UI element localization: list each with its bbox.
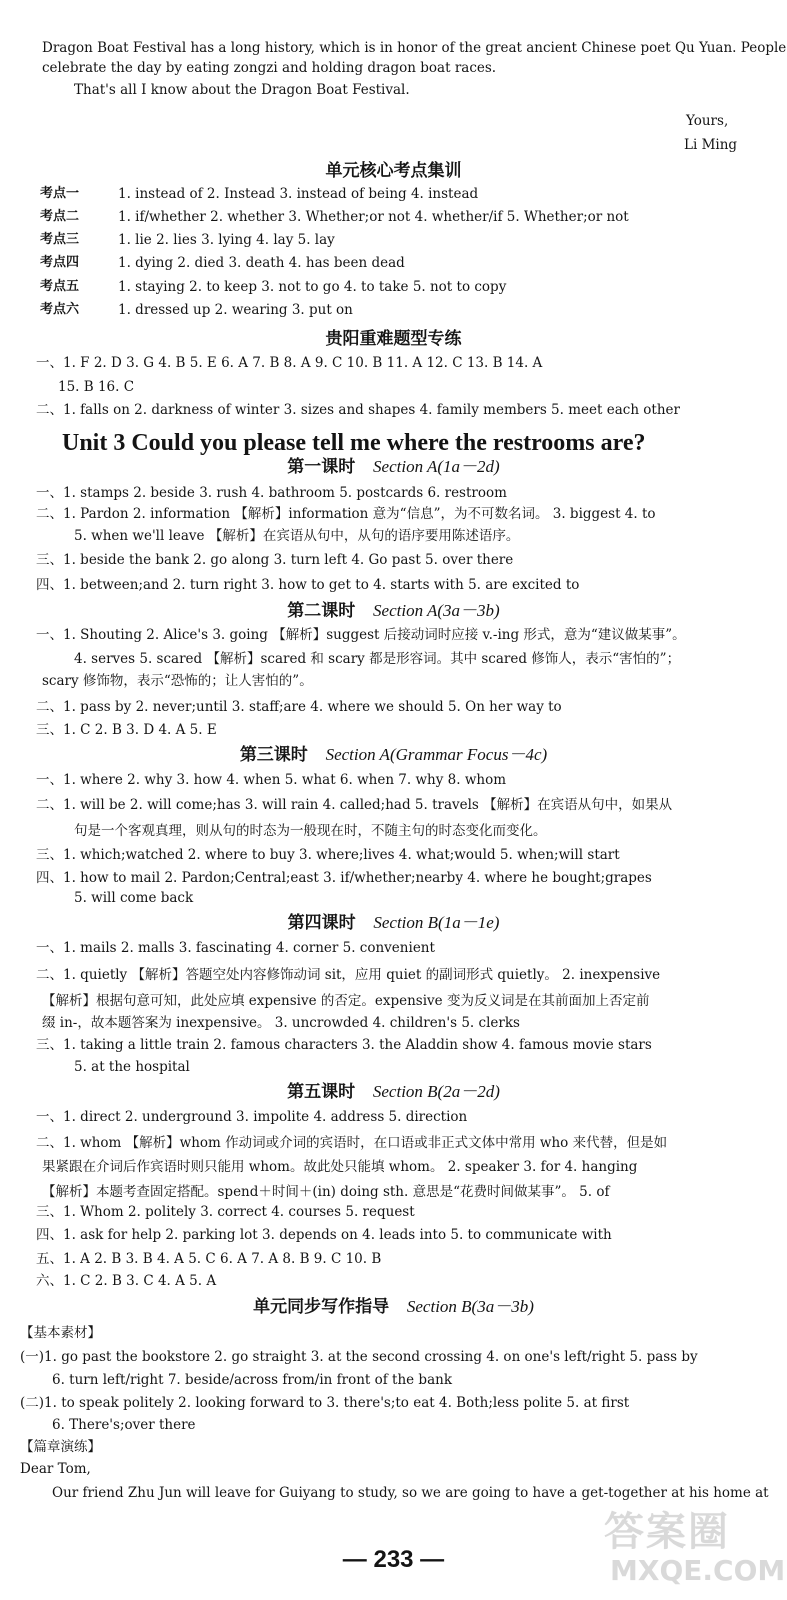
answer-line: 二、1. quietly 【解析】答题空处内容修饰动词 sit，应用 quiet 的副词形式 quietly。 2. inexpensive	[36, 967, 661, 983]
answer-line: 5. at the hospital	[74, 1059, 190, 1075]
lesson-section: Section B(2a－2d)	[372, 1082, 500, 1101]
answer-line: 六、1. C 2. B 3. C 4. A 5. A	[36, 1273, 217, 1289]
answer-line: 一、1. where 2. why 3. how 4. when 5. what 6. when 7. why 8. whom	[36, 772, 506, 788]
answer-line: 1. lie 2. lies 3. lying 4. lay 5. lay	[118, 232, 335, 248]
section-heading-core: 单元核心考点集训	[325, 161, 462, 181]
answer-line: 三、1. C 2. B 3. D 4. A 5. E	[36, 722, 217, 738]
lesson-title: 第二课时	[287, 601, 356, 621]
letter-closing: Yours,	[686, 113, 729, 129]
core-point-label: 考点一	[40, 186, 80, 201]
core-point-label: 考点四	[40, 255, 80, 270]
answer-line: Dear Tom,	[20, 1461, 91, 1477]
lesson-title: 单元同步写作指导	[253, 1297, 390, 1317]
lesson-heading	[0, 744, 787, 766]
lesson-heading	[0, 600, 787, 622]
letter-paragraph-line: Dragon Boat Festival has a long history, which is in honor of the great ancient Chinese poet Qu Yuan. People	[42, 40, 787, 56]
lesson-title: 第三课时	[239, 745, 308, 765]
lesson-heading	[0, 912, 787, 934]
answer-line: (一)1. go past the bookstore 2. go straight 3. at the second crossing 4. on one's left/right 5. pass by	[20, 1349, 698, 1365]
lesson-heading	[0, 456, 787, 478]
answer-line: 15. B 16. C	[58, 379, 135, 395]
watermark-logo	[600, 1500, 786, 1595]
answer-line: 果紧跟在介词后作宾语时则只能用 whom。故此处只能填 whom。 2. speaker 3. for 4. hanging	[42, 1159, 638, 1175]
answer-line: 1. dressed up 2. wearing 3. put on	[118, 302, 353, 318]
watermark-text: 答案圈	[604, 1509, 730, 1555]
answer-line: 一、1. direct 2. underground 3. impolite 4. address 5. direction	[36, 1109, 468, 1125]
answer-line: 二、1. will be 2. will come;has 3. will rain 4. called;had 5. travels 【解析】在宾语从句中，如果从	[36, 797, 673, 813]
lesson-title: 第一课时	[287, 457, 356, 477]
lesson-heading	[0, 1296, 787, 1318]
answer-line: 句是一个客观真理，则从句的时态为一般现在时，不随主句的时态变化而变化。	[74, 823, 547, 839]
answer-line: 一、1. stamps 2. beside 3. rush 4. bathroom 5. postcards 6. restroom	[36, 485, 507, 501]
letter-paragraph-line: celebrate the day by eating zongzi and holding dragon boat races.	[42, 60, 497, 76]
answer-line: Our friend Zhu Jun will leave for Guiyang to study, so we are going to have a get-together at his home at	[52, 1485, 769, 1501]
answer-line: 二、1. falls on 2. darkness of winter 3. sizes and shapes 4. family members 5. meet each other	[36, 402, 680, 418]
lesson-section: Section A(3a－3b)	[373, 601, 500, 620]
letter-signature: Li Ming	[684, 137, 738, 153]
answer-line: 三、1. Whom 2. politely 3. correct 4. courses 5. request	[36, 1204, 415, 1220]
answer-line: 一、1. Shouting 2. Alice's 3. going 【解析】suggest 后接动词时应接 v.-ing 形式，意为“建议做某事”。	[36, 627, 686, 643]
answer-line: 一、1. F 2. D 3. G 4. B 5. E 6. A 7. B 8. A 9. C 10. B 11. A 12. C 13. B 14. A	[36, 355, 543, 371]
answer-line: 一、1. mails 2. malls 3. fascinating 4. corner 5. convenient	[36, 940, 435, 956]
answer-line: 四、1. ask for help 2. parking lot 3. depends on 4. leads into 5. to communicate with	[36, 1227, 612, 1243]
watermark-url: MXQE.COM	[610, 1554, 786, 1587]
answer-line: 五、1. A 2. B 3. B 4. A 5. C 6. A 7. A 8. B 9. C 10. B	[36, 1251, 382, 1267]
core-point-label: 考点三	[40, 232, 80, 247]
answer-line: 6. turn left/right 7. beside/across from/in front of the bank	[52, 1372, 452, 1388]
answer-line: 三、1. which;watched 2. where to buy 3. where;lives 4. what;would 5. when;will start	[36, 847, 620, 863]
page-number: — 233 —	[342, 1546, 445, 1573]
answer-line: scary 修饰物，表示“恐怖的；让人害怕的”。	[42, 673, 313, 689]
answer-line: 4. serves 5. scared 【解析】scared 和 scary 都是形容词。其中 scared 修饰人，表示“害怕的”；	[74, 651, 681, 667]
answer-line: 四、1. between;and 2. turn right 3. how to get to 4. starts with 5. are excited to	[36, 577, 580, 593]
core-point-label: 考点五	[40, 279, 80, 294]
answer-line: 6. There's;over there	[52, 1417, 196, 1433]
lesson-heading	[0, 1081, 787, 1103]
answer-line: 1. staying 2. to keep 3. not to go 4. to take 5. not to copy	[118, 279, 507, 295]
answer-line: 四、1. how to mail 2. Pardon;Central;east 3. if/whether;nearby 4. where he bought;grapes	[36, 870, 652, 886]
lesson-title: 第四课时	[287, 913, 356, 933]
lesson-title: 第五课时	[287, 1082, 356, 1102]
core-point-label: 考点六	[40, 302, 80, 317]
lesson-section: Section B(3a－3b)	[406, 1297, 534, 1316]
answer-line: 5. when we'll leave 【解析】在宾语从句中，从句的语序要用陈述语序。	[74, 528, 520, 544]
letter-paragraph-line: That's all I know about the Dragon Boat Festival.	[74, 82, 410, 98]
lesson-section: Section A(Grammar Focus－4c)	[325, 745, 548, 764]
core-point-label: 考点二	[40, 209, 80, 224]
answer-line: 1. instead of 2. Instead 3. instead of being 4. instead	[118, 186, 479, 202]
answer-line: (二)1. to speak politely 2. looking forward to 3. there's;to eat 4. Both;less polite 5. at first	[20, 1395, 630, 1411]
lesson-section: Section B(1a－1e)	[373, 913, 500, 932]
answer-line: 1. dying 2. died 3. death 4. has been dead	[118, 255, 405, 271]
section-heading-guiyang: 贵阳重难题型专练	[325, 329, 462, 349]
unit-title: Unit 3 Could you please tell me where the restrooms are?	[62, 430, 646, 456]
answer-line: 二、1. Pardon 2. information 【解析】information 意为“信息”，为不可数名词。 3. biggest 4. to	[36, 506, 656, 522]
answer-line: 【解析】根据句意可知，此处应填 expensive 的否定。expensive 变为反义词是在其前面加上否定前	[42, 993, 650, 1009]
answer-line: 三、1. taking a little train 2. famous characters 3. the Aladdin show 4. famous movie stars	[36, 1037, 652, 1053]
answer-line: 二、1. pass by 2. never;until 3. staff;are 4. where we should 5. On her way to	[36, 699, 562, 715]
lesson-section: Section A(1a－2d)	[373, 457, 500, 476]
answer-line: 缀 in-，故本题答案为 inexpensive。 3. uncrowded 4. children's 5. clerks	[42, 1015, 520, 1031]
answer-line: 【基本素材】	[20, 1325, 101, 1341]
answer-line: 1. if/whether 2. whether 3. Whether;or not 4. whether/if 5. Whether;or not	[118, 209, 629, 225]
answer-line: 5. will come back	[74, 890, 194, 906]
answer-line: 【解析】本题考查固定搭配。spend＋时间＋(in) doing sth. 意思是“花费时间做某事”。 5. of	[42, 1184, 610, 1200]
answer-line: 三、1. beside the bank 2. go along 3. turn left 4. Go past 5. over there	[36, 552, 514, 568]
answer-line: 二、1. whom 【解析】whom 作动词或介词的宾语时，在口语或非正式文体中常用 who 来代替，但是如	[36, 1135, 668, 1151]
answer-line: 【篇章演练】	[20, 1439, 101, 1455]
